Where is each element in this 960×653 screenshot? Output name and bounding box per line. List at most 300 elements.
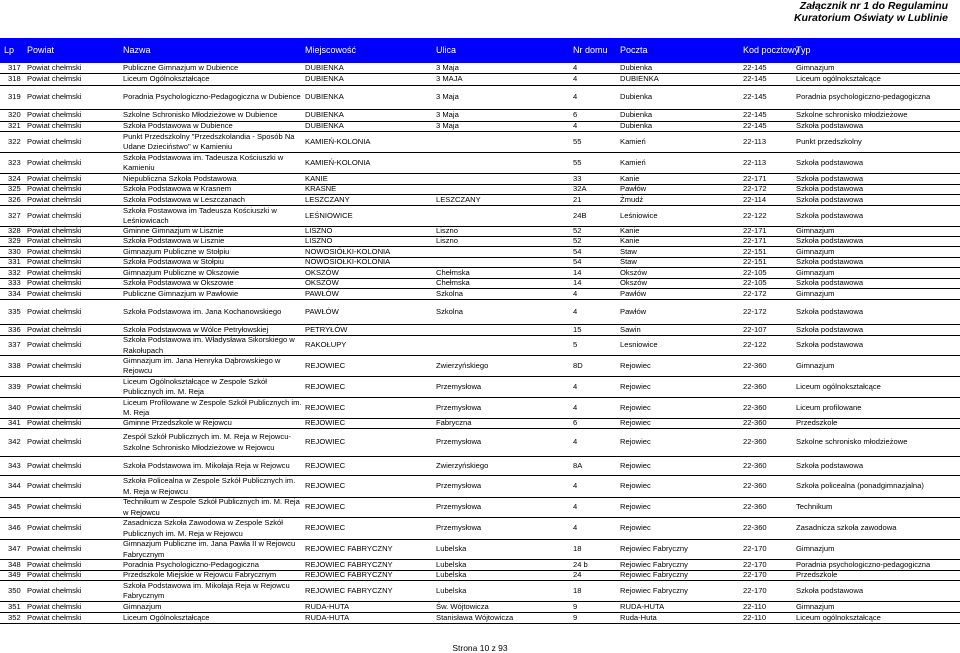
table-row <box>0 195 960 206</box>
cell-nr-domu <box>573 110 619 121</box>
cell-nr-domu-text: 54 <box>573 257 582 267</box>
cell-ulica <box>436 581 572 601</box>
cell-nr-domu <box>573 237 619 246</box>
cell-kod-pocztowy <box>743 195 795 205</box>
cell-typ <box>796 457 958 475</box>
cell-nr-domu <box>573 64 619 73</box>
cell-poczta <box>620 132 742 152</box>
cell-nr-domu-text: 4 <box>573 481 578 491</box>
cell-powiat-text: Powiat chełmski <box>27 460 82 470</box>
cell-nazwa <box>123 476 303 497</box>
cell-powiat <box>27 336 122 355</box>
cell-kod-pocztowy <box>743 398 795 418</box>
cell-nazwa <box>123 132 303 152</box>
cell-powiat <box>27 86 122 109</box>
cell-poczta <box>620 185 742 194</box>
cell-poczta <box>620 110 742 121</box>
cell-nr-domu <box>573 613 619 623</box>
cell-ulica <box>436 336 572 355</box>
cell-kod-pocztowy-text: 22-110 <box>743 601 767 611</box>
cell-miejscowosc-text: RAKOŁUPY <box>305 340 347 350</box>
table-row <box>0 419 960 429</box>
cell-nazwa-text: Szkoła Postawowa im Tadeusza Kościuszki w Leśniowicach <box>123 205 277 225</box>
cell-nr-domu-text: 54 <box>573 246 582 256</box>
cell-nr-domu <box>573 560 619 570</box>
table-row <box>0 613 960 624</box>
cell-nazwa <box>123 429 303 456</box>
cell-poczta <box>620 74 742 85</box>
cell-miejscowosc-text: NOWOSIÓŁKI-KOLONIA <box>305 246 391 256</box>
cell-nazwa-text: Zespół Szkół Publicznych im. M. Reja w Rejowcu- Szkolne Schronisko Młodzieżowe w Rejowcu <box>123 432 291 452</box>
cell-typ <box>796 237 958 246</box>
cell-lp <box>8 110 26 121</box>
cell-nr-domu <box>573 300 619 324</box>
cell-powiat-text: Powiat chełmski <box>27 437 82 447</box>
cell-powiat-text: Powiat chełmski <box>27 121 82 131</box>
cell-lp-text: 346 <box>8 523 21 533</box>
cell-miejscowosc-text: REJOWIEC <box>305 402 346 412</box>
column-header-typ: Typ <box>796 45 811 55</box>
cell-typ-text: Poradnia psychologiczno-pedagogiczna <box>796 559 931 569</box>
cell-poczta-text: Rejowiec <box>620 402 651 412</box>
cell-typ-text: Szkolne schronisko młodzieżowe <box>796 110 908 120</box>
cell-nr-domu <box>573 476 619 497</box>
cell-miejscowosc-text: LISZNO <box>305 226 333 236</box>
cell-kod-pocztowy <box>743 336 795 355</box>
cell-lp <box>8 268 26 278</box>
table-row <box>0 206 960 227</box>
cell-ulica-text: Przemysłowa <box>436 381 482 391</box>
cell-lp-text: 326 <box>8 194 21 204</box>
cell-miejscowosc <box>305 132 435 152</box>
cell-lp <box>8 227 26 236</box>
cell-miejscowosc-text: REJOWIEC FABRYCZNY <box>305 570 393 580</box>
cell-nr-domu-text: 4 <box>573 288 578 298</box>
cell-poczta-text: Lesniowice <box>620 340 658 350</box>
cell-lp <box>8 74 26 85</box>
cell-powiat-text: Powiat chełmski <box>27 136 82 146</box>
cell-kod-pocztowy <box>743 457 795 475</box>
table-row <box>0 64 960 74</box>
cell-poczta <box>620 153 742 173</box>
cell-poczta-text: Rejowiec <box>620 381 651 391</box>
cell-ulica <box>436 195 572 205</box>
cell-poczta-text: Rejowiec <box>620 437 651 447</box>
cell-poczta <box>620 398 742 418</box>
cell-kod-pocztowy-text: 22-145 <box>743 121 767 131</box>
cell-kod-pocztowy-text: 22-170 <box>743 570 767 580</box>
cell-lp <box>8 419 26 428</box>
cell-kod-pocztowy <box>743 86 795 109</box>
cell-nazwa-text: Poradnia Psychologiczno-Pedagogiczna w Dubience <box>123 92 301 102</box>
cell-nazwa-text: Gimnazjum <box>123 601 162 611</box>
cell-nr-domu-text: 52 <box>573 226 582 236</box>
cell-nr-domu <box>573 185 619 194</box>
cell-nr-domu <box>573 457 619 475</box>
cell-powiat-text: Powiat chełmski <box>27 585 82 595</box>
cell-poczta-text: Pawłów <box>620 288 647 298</box>
cell-miejscowosc <box>305 457 435 475</box>
cell-lp <box>8 247 26 257</box>
column-header-lp: Lp <box>4 45 15 55</box>
cell-kod-pocztowy-text: 22-107 <box>743 324 767 334</box>
cell-typ-text: Szkoła policealna (ponadgimnazjalna) <box>796 481 924 491</box>
cell-poczta-text: Rejowiec <box>620 481 651 491</box>
cell-lp <box>8 289 26 299</box>
cell-miejscowosc <box>305 247 435 257</box>
cell-miejscowosc <box>305 268 435 278</box>
cell-poczta-text: Żmudź <box>620 194 644 204</box>
cell-ulica-text: LESZCZANY <box>436 194 481 204</box>
cell-kod-pocztowy-text: 22-113 <box>743 157 767 167</box>
cell-miejscowosc <box>305 336 435 355</box>
cell-miejscowosc-text: REJOWIEC <box>305 481 346 491</box>
cell-miejscowosc <box>305 185 435 194</box>
cell-miejscowosc <box>305 560 435 570</box>
cell-nazwa <box>123 268 303 278</box>
cell-typ <box>796 498 958 517</box>
cell-nazwa-text: Szkoła Podstawowa im. Jana Kochanowskiego <box>123 306 282 316</box>
cell-kod-pocztowy-text: 22-171 <box>743 173 767 183</box>
cell-typ <box>796 279 958 288</box>
cell-lp-text: 323 <box>8 157 21 167</box>
table-row <box>0 581 960 602</box>
cell-powiat <box>27 64 122 73</box>
cell-powiat-text: Powiat chełmski <box>27 612 82 622</box>
cell-kod-pocztowy <box>743 429 795 456</box>
cell-kod-pocztowy-text: 22-105 <box>743 267 767 277</box>
cell-nr-domu-text: 52 <box>573 236 582 246</box>
cell-nr-domu <box>573 581 619 601</box>
cell-nr-domu-text: 9 <box>573 601 578 611</box>
cell-powiat <box>27 185 122 194</box>
cell-poczta <box>620 336 742 355</box>
cell-lp-text: 337 <box>8 340 21 350</box>
cell-kod-pocztowy-text: 22-360 <box>743 481 767 491</box>
cell-ulica-text: Lubelska <box>436 544 467 554</box>
cell-poczta-text: Kamień <box>620 157 646 167</box>
cell-typ-text: Gimnazjum <box>796 63 835 73</box>
cell-lp <box>8 429 26 456</box>
cell-typ <box>796 398 958 418</box>
cell-poczta <box>620 571 742 580</box>
cell-kod-pocztowy <box>743 64 795 73</box>
cell-nazwa-text: Szkoła Podstawowa im. Mikołaja Reja w Rejowcu Fabrycznym <box>123 580 290 600</box>
cell-lp <box>8 325 26 335</box>
cell-poczta-text: Kamień <box>620 136 646 146</box>
cell-nazwa <box>123 613 303 623</box>
cell-typ-text: Gimnazjum <box>796 544 835 554</box>
cell-lp <box>8 279 26 288</box>
cell-miejscowosc <box>305 476 435 497</box>
cell-lp-text: 352 <box>8 612 21 622</box>
cell-kod-pocztowy <box>743 498 795 517</box>
cell-poczta-text: RUDA-HUTA <box>620 601 665 611</box>
cell-nazwa <box>123 457 303 475</box>
cell-typ-text: Szkoła podstawowa <box>796 210 864 220</box>
cell-powiat-text: Powiat chełmski <box>27 74 82 84</box>
attachment-title: Załącznik nr 1 do Regulaminu <box>799 0 948 12</box>
cell-nr-domu <box>573 153 619 173</box>
cell-lp <box>8 86 26 109</box>
cell-miejscowosc-text: PAWŁÓW <box>305 306 339 316</box>
cell-kod-pocztowy-text: 22-113 <box>743 136 767 146</box>
cell-poczta <box>620 174 742 184</box>
cell-kod-pocztowy <box>743 206 795 226</box>
cell-miejscowosc <box>305 110 435 121</box>
cell-powiat <box>27 206 122 226</box>
cell-poczta <box>620 602 742 612</box>
cell-nr-domu-text: 24 <box>573 570 582 580</box>
cell-nazwa <box>123 74 303 85</box>
cell-ulica-text: 3 Maja <box>436 63 459 73</box>
cell-lp <box>8 237 26 246</box>
cell-nazwa <box>123 289 303 299</box>
cell-lp-text: 344 <box>8 481 21 491</box>
cell-nr-domu-text: 4 <box>573 523 578 533</box>
cell-typ <box>796 132 958 152</box>
cell-ulica-text: Szkolna <box>436 288 464 298</box>
cell-ulica-text: Lubelska <box>436 585 467 595</box>
cell-poczta-text: Rejowiec <box>620 502 651 512</box>
cell-nr-domu <box>573 74 619 85</box>
cell-nr-domu-text: 9 <box>573 612 578 622</box>
cell-nr-domu-text: 4 <box>573 502 578 512</box>
cell-powiat <box>27 419 122 428</box>
cell-kod-pocztowy-text: 22-145 <box>743 110 767 120</box>
cell-powiat <box>27 153 122 173</box>
cell-nazwa-text: Liceum Profilowane w Zespole Szkół Publicznych im. M. Reja <box>123 397 302 417</box>
cell-typ-text: Gimnazjum <box>796 601 835 611</box>
cell-kod-pocztowy-text: 22-171 <box>743 226 767 236</box>
cell-typ <box>796 476 958 497</box>
cell-lp-text: 328 <box>8 226 21 236</box>
cell-poczta <box>620 227 742 236</box>
cell-poczta <box>620 195 742 205</box>
cell-lp <box>8 64 26 73</box>
cell-lp-text: 338 <box>8 360 21 370</box>
cell-miejscowosc-text: KANIE <box>305 173 328 183</box>
cell-typ <box>796 336 958 355</box>
cell-nazwa <box>123 540 303 559</box>
cell-lp-text: 332 <box>8 267 21 277</box>
cell-powiat <box>27 560 122 570</box>
table-row <box>0 185 960 195</box>
cell-ulica-text: 3 Maja <box>436 121 459 131</box>
cell-nazwa <box>123 174 303 184</box>
cell-ulica <box>436 377 572 397</box>
table-row <box>0 300 960 325</box>
institution-name: Kuratorium Oświaty w Lublinie <box>793 12 948 24</box>
cell-nazwa <box>123 300 303 324</box>
cell-miejscowosc-text: LESZCZANY <box>305 194 350 204</box>
cell-ulica <box>436 279 572 288</box>
cell-lp-text: 345 <box>8 502 21 512</box>
cell-nazwa <box>123 258 303 267</box>
cell-nr-domu <box>573 540 619 559</box>
cell-miejscowosc <box>305 237 435 246</box>
cell-kod-pocztowy <box>743 227 795 236</box>
column-header-miejscowosc: Miejscowość <box>305 45 357 55</box>
cell-typ <box>796 356 958 376</box>
cell-nr-domu <box>573 247 619 257</box>
cell-ulica <box>436 64 572 73</box>
table-row <box>0 498 960 518</box>
cell-miejscowosc <box>305 64 435 73</box>
cell-kod-pocztowy <box>743 185 795 194</box>
table-row <box>0 132 960 153</box>
column-header-nazwa: Nazwa <box>123 45 151 55</box>
table-row <box>0 476 960 498</box>
cell-lp-text: 336 <box>8 324 21 334</box>
table-row <box>0 336 960 356</box>
cell-nazwa <box>123 571 303 580</box>
cell-nazwa <box>123 560 303 570</box>
cell-ulica-text: Przemysłowa <box>436 481 482 491</box>
cell-nr-domu <box>573 498 619 517</box>
cell-typ <box>796 429 958 456</box>
cell-poczta <box>620 498 742 517</box>
cell-kod-pocztowy <box>743 247 795 257</box>
table-row <box>0 289 960 300</box>
cell-nr-domu <box>573 132 619 152</box>
cell-powiat <box>27 518 122 539</box>
cell-ulica <box>436 153 572 173</box>
cell-nazwa <box>123 110 303 121</box>
cell-miejscowosc-text: LISZNO <box>305 236 333 246</box>
cell-kod-pocztowy <box>743 613 795 623</box>
cell-nr-domu <box>573 258 619 267</box>
cell-nr-domu-text: 6 <box>573 418 578 428</box>
cell-poczta <box>620 429 742 456</box>
cell-nazwa-text: Liceum Ogólnokształcące <box>123 612 210 622</box>
cell-nr-domu-text: 4 <box>573 381 578 391</box>
cell-nazwa <box>123 185 303 194</box>
cell-typ-text: Szkoła podstawowa <box>796 236 864 246</box>
cell-miejscowosc-text: REJOWIEC <box>305 460 346 470</box>
cell-poczta <box>620 476 742 497</box>
cell-miejscowosc-text: DUBIENKA <box>305 74 344 84</box>
cell-poczta <box>620 457 742 475</box>
cell-kod-pocztowy-text: 22-105 <box>743 278 767 288</box>
cell-powiat <box>27 602 122 612</box>
cell-kod-pocztowy <box>743 476 795 497</box>
cell-nr-domu-text: 4 <box>573 437 578 447</box>
cell-lp <box>8 518 26 539</box>
table-row <box>0 356 960 377</box>
cell-nr-domu-text: 33 <box>573 173 582 183</box>
cell-miejscowosc-text: OKSZÓW <box>305 267 339 277</box>
cell-typ <box>796 581 958 601</box>
cell-lp <box>8 560 26 570</box>
cell-powiat <box>27 571 122 580</box>
cell-poczta-text: Rejowiec Fabryczny <box>620 559 688 569</box>
cell-typ-text: Zasadnicza szkoła zawodowa <box>796 523 897 533</box>
cell-typ <box>796 86 958 109</box>
cell-powiat-text: Powiat chełmski <box>27 381 82 391</box>
cell-typ-text: Szkoła podstawowa <box>796 460 864 470</box>
cell-lp-text: 340 <box>8 402 21 412</box>
cell-nazwa-text: Publiczne Gimnazjum w Pawłowie <box>123 288 239 298</box>
cell-typ <box>796 377 958 397</box>
cell-nazwa-text: Liceum Ogólnokształcące w Zespole Szkół Publicznych im. M. Reja <box>123 376 267 396</box>
cell-lp <box>8 498 26 517</box>
cell-kod-pocztowy-text: 22-114 <box>743 194 767 204</box>
cell-typ-text: Gimnazjum <box>796 288 835 298</box>
cell-nr-domu-text: 55 <box>573 157 582 167</box>
cell-ulica-text: Przemysłowa <box>436 502 482 512</box>
cell-powiat <box>27 132 122 152</box>
cell-powiat <box>27 279 122 288</box>
cell-miejscowosc-text: DUBIENKA <box>305 110 344 120</box>
table-row <box>0 74 960 86</box>
cell-powiat-text: Powiat chełmski <box>27 502 82 512</box>
cell-nazwa-text: Punkt Przedszkolny "Przedszkolandia - Sposób Na Udane Dzieciństwo" w Kamieniu <box>123 131 295 151</box>
cell-nr-domu <box>573 419 619 428</box>
cell-nazwa <box>123 602 303 612</box>
cell-powiat-text: Powiat chełmski <box>27 559 82 569</box>
cell-nazwa <box>123 247 303 257</box>
cell-typ <box>796 571 958 580</box>
cell-lp-text: 348 <box>8 559 21 569</box>
cell-typ-text: Punkt przedszkolny <box>796 136 862 146</box>
cell-kod-pocztowy-text: 22-360 <box>743 460 767 470</box>
cell-ulica <box>436 419 572 428</box>
cell-poczta-text: Rejowiec Fabryczny <box>620 570 688 580</box>
cell-poczta-text: Kanie <box>620 173 640 183</box>
cell-miejscowosc <box>305 300 435 324</box>
cell-powiat-text: Powiat chełmski <box>27 157 82 167</box>
cell-nr-domu <box>573 279 619 288</box>
cell-ulica <box>436 429 572 456</box>
cell-miejscowosc <box>305 289 435 299</box>
cell-miejscowosc-text: PAWŁÓW <box>305 288 339 298</box>
cell-kod-pocztowy <box>743 560 795 570</box>
cell-ulica <box>436 86 572 109</box>
cell-powiat <box>27 377 122 397</box>
cell-miejscowosc-text: REJOWIEC <box>305 360 346 370</box>
cell-kod-pocztowy-text: 22-145 <box>743 63 767 73</box>
cell-lp-text: 330 <box>8 246 21 256</box>
cell-kod-pocztowy <box>743 258 795 267</box>
table-header <box>0 38 960 63</box>
cell-lp <box>8 602 26 612</box>
cell-lp <box>8 398 26 418</box>
cell-nazwa-text: Szkolne Schronisko Młodzieżowe w Dubience <box>123 110 278 120</box>
cell-nr-domu-text: 4 <box>573 63 578 73</box>
cell-poczta-text: Kanie <box>620 236 640 246</box>
cell-lp <box>8 258 26 267</box>
cell-nr-domu-text: 4 <box>573 402 578 412</box>
table-row <box>0 258 960 268</box>
cell-poczta-text: Ruda-Huta <box>620 612 657 622</box>
cell-poczta-text: Dubienka <box>620 92 653 102</box>
cell-poczta-text: Dubienka <box>620 121 653 131</box>
cell-kod-pocztowy <box>743 268 795 278</box>
cell-typ-text: Liceum ogólnokształcące <box>796 612 881 622</box>
cell-poczta <box>620 206 742 226</box>
cell-ulica-text: Szkolna <box>436 306 464 316</box>
cell-poczta <box>620 247 742 257</box>
cell-miejscowosc <box>305 429 435 456</box>
cell-nazwa <box>123 227 303 236</box>
cell-powiat-text: Powiat chełmski <box>27 306 82 316</box>
cell-ulica-text: 3 Maja <box>436 110 459 120</box>
cell-poczta-text: Dubienka <box>620 110 653 120</box>
cell-nazwa <box>123 206 303 226</box>
table-row <box>0 122 960 132</box>
cell-powiat <box>27 498 122 517</box>
